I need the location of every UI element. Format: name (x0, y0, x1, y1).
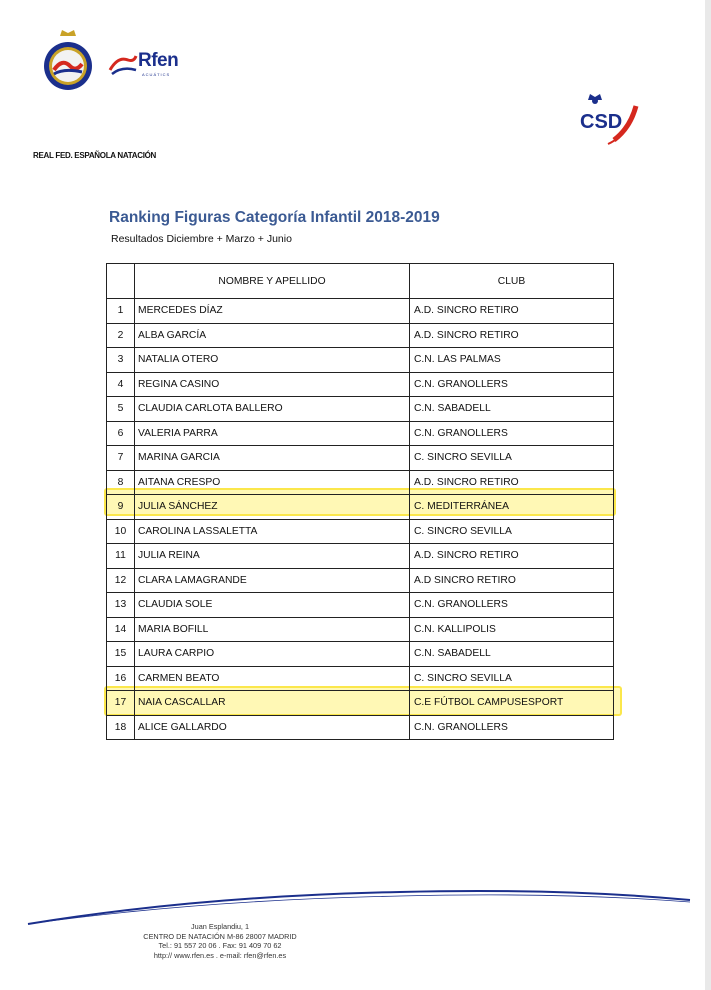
swimmer-name: CLARA LAMAGRANDE (135, 568, 410, 593)
swimmer-name: LAURA CARPIO (135, 642, 410, 667)
rank-number: 2 (107, 323, 135, 348)
club-name: A.D. SINCRO RETIRO (410, 544, 614, 569)
federation-name: REAL FED. ESPAÑOLA NATACIÓN (33, 151, 157, 160)
club-name: A.D. SINCRO RETIRO (410, 299, 614, 324)
club-name: C.N. GRANOLLERS (410, 372, 614, 397)
swimmer-name: MARIA BOFILL (135, 617, 410, 642)
table-row (107, 495, 614, 520)
footer-line: CENTRO DE NATACIÓN M-86 28007 MADRID (143, 931, 297, 941)
swimmer-name: JULIA SÁNCHEZ (135, 495, 410, 520)
rank-number: 4 (107, 372, 135, 397)
table-row (107, 348, 614, 373)
swimmer-name: NATALIA OTERO (135, 348, 410, 373)
rank-number: 18 (107, 715, 135, 740)
swimmer-name: VALERIA PARRA (135, 421, 410, 446)
ranking-table (106, 263, 614, 740)
swimmer-name: CARMEN BEATO (135, 666, 410, 691)
club-name: C.N. GRANOLLERS (410, 715, 614, 740)
club-name: A.D. SINCRO RETIRO (410, 323, 614, 348)
rank-number: 14 (107, 617, 135, 642)
club-name: C.N. GRANOLLERS (410, 593, 614, 618)
swimmer-name: NAIA CASCALLAR (135, 691, 410, 716)
club-name: C.N. SABADELL (410, 642, 614, 667)
rank-number: 6 (107, 421, 135, 446)
club-name: A.D SINCRO RETIRO (410, 568, 614, 593)
rank-number: 16 (107, 666, 135, 691)
club-name: A.D. SINCRO RETIRO (410, 470, 614, 495)
rank-number: 15 (107, 642, 135, 667)
rfen-subword: ACUÁTICS (142, 72, 171, 77)
swimmer-name: AITANA CRESPO (135, 470, 410, 495)
club-name: C. SINCRO SEVILLA (410, 666, 614, 691)
swimmer-icon (108, 50, 138, 76)
rank-number: 11 (107, 544, 135, 569)
swimmer-name: MARINA GARCIA (135, 446, 410, 471)
table-row (107, 691, 614, 716)
table-row (107, 666, 614, 691)
table-header-row (107, 264, 614, 299)
rank-number: 1 (107, 299, 135, 324)
rank-number: 7 (107, 446, 135, 471)
document-title: Ranking Figuras Categoría Infantil 2018-2019 (109, 209, 440, 226)
rfen-word: Rfen (138, 50, 179, 71)
table-row (107, 715, 614, 740)
footer-line: Tel.: 91 557 20 06 . Fax: 91 409 70 62 (158, 941, 282, 950)
club-name: C.N. KALLIPOLIS (410, 617, 614, 642)
header-name: NOMBRE Y APELLIDO (135, 264, 410, 299)
table-row (107, 519, 614, 544)
club-name: C.N. LAS PALMAS (410, 348, 614, 373)
table-row (107, 642, 614, 667)
swimmer-name: REGINA CASINO (135, 372, 410, 397)
table-row (107, 299, 614, 324)
table-row (107, 446, 614, 471)
header-club: CLUB (410, 264, 614, 299)
swimmer-name: CLAUDIA SOLE (135, 593, 410, 618)
table-row (107, 544, 614, 569)
svg-text:CSD: CSD (580, 111, 623, 133)
header-num (107, 264, 135, 299)
rfen-wordmark-logo (108, 50, 208, 80)
swimmer-name: MERCEDES DÍAZ (135, 299, 410, 324)
swimmer-name: JULIA REINA (135, 544, 410, 569)
swimmer-name: CLAUDIA CARLOTA BALLERO (135, 397, 410, 422)
club-name: C. MEDITERRÁNEA (410, 495, 614, 520)
table-row (107, 372, 614, 397)
footer-line: Juan Esplandiu, 1 (190, 922, 249, 931)
table-row (107, 323, 614, 348)
table-row (107, 470, 614, 495)
club-name: C.E FÚTBOL CAMPUSESPORT (410, 691, 614, 716)
club-name: C. SINCRO SEVILLA (410, 519, 614, 544)
csd-logo (578, 92, 640, 154)
swimmer-name: CAROLINA LASSALETTA (135, 519, 410, 544)
footer-line: http:// www.rfen.es . e-mail: rfen@rfen.es (153, 950, 287, 960)
rank-number: 12 (107, 568, 135, 593)
table-row (107, 568, 614, 593)
page-edge-shadow (705, 0, 711, 990)
rank-number: 17 (107, 691, 135, 716)
table-row (107, 421, 614, 446)
rank-number: 3 (107, 348, 135, 373)
rank-number: 8 (107, 470, 135, 495)
rank-number: 13 (107, 593, 135, 618)
rank-number: 9 (107, 495, 135, 520)
rank-number: 5 (107, 397, 135, 422)
table-row (107, 397, 614, 422)
club-name: C. SINCRO SEVILLA (410, 446, 614, 471)
rank-number: 10 (107, 519, 135, 544)
footer-address (110, 922, 330, 960)
swimmer-name: ALICE GALLARDO (135, 715, 410, 740)
club-name: C.N. SABADELL (410, 397, 614, 422)
rfen-seal-logo (36, 28, 100, 92)
table-row (107, 593, 614, 618)
club-name: C.N. GRANOLLERS (410, 421, 614, 446)
swimmer-name: ALBA GARCÍA (135, 323, 410, 348)
footer-wave-decoration (0, 880, 711, 940)
table-row (107, 617, 614, 642)
document-subtitle: Resultados Diciembre + Marzo + Junio (111, 233, 292, 245)
